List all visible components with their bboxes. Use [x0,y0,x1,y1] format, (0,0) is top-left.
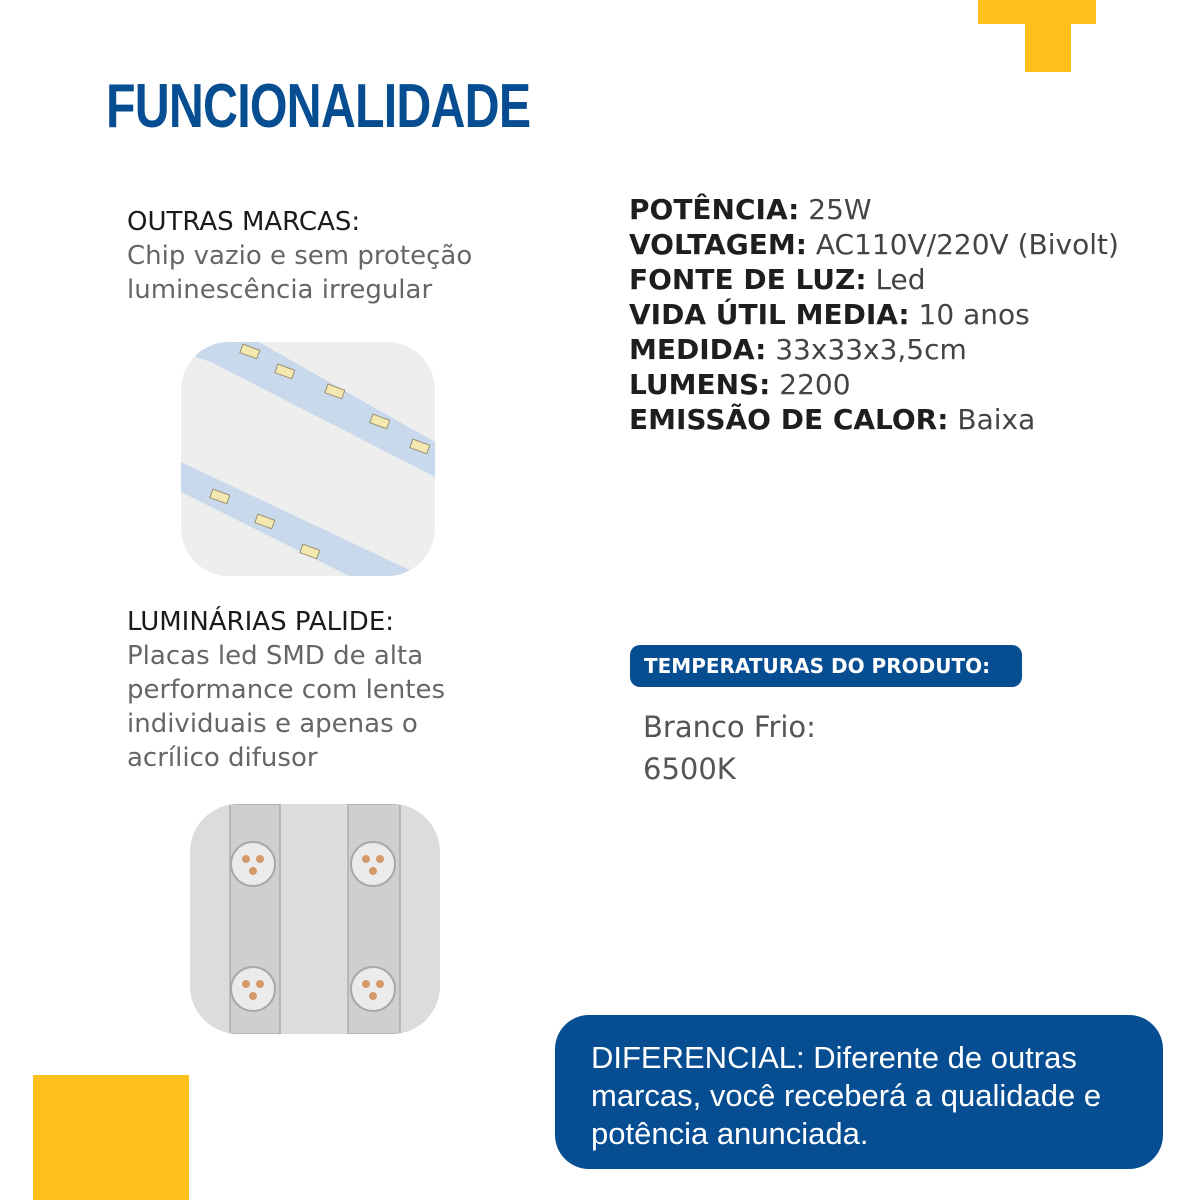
other-brands-line: Chip vazio e sem proteção [127,241,473,271]
led-lens-board-image [190,804,440,1034]
spec-row [629,367,1119,402]
spec-row [629,192,1119,227]
spec-value: AC110V/220V (Bivolt) [815,228,1119,261]
palide-line: individuais e apenas o [127,709,418,739]
spec-value: Baixa [957,403,1036,436]
spec-row [629,402,1119,437]
spec-label: MEDIDA: [629,333,767,366]
spec-label: FONTE DE LUZ: [629,263,867,296]
palide-line: Placas led SMD de alta [127,641,424,671]
differential-line: DIFERENCIAL: Diferente de outras [591,1040,1077,1075]
spec-label: EMISSÃO DE CALOR: [629,403,949,436]
yellow-decor-bottom-square [33,1075,189,1200]
spec-label: POTÊNCIA: [629,193,800,226]
spec-label: VIDA ÚTIL MEDIA: [629,298,910,331]
spec-row [629,262,1119,297]
differential-line: potência anunciada. [591,1116,869,1151]
led-strip-smd-image [181,342,435,576]
spec-value: 25W [808,193,872,226]
spec-value: 10 anos [918,298,1030,331]
spec-value: 2200 [779,368,851,401]
temperature-info [643,706,816,790]
other-brands-led-photo [181,342,435,576]
palide-line: performance com lentes [127,675,446,705]
spec-label: VOLTAGEM: [629,228,807,261]
differential-line: marcas, você receberá a qualidade e [591,1078,1102,1113]
temperature-line: Branco Frio: [643,710,816,744]
spec-value: Led [875,263,926,296]
palide-section [127,605,445,775]
palide-line: acrílico difusor [127,743,318,773]
spec-value: 33x33x3,5cm [775,333,967,366]
page-title: FUNCIONALIDADE [106,72,531,141]
specs-list [629,192,1119,437]
spec-row [629,297,1119,332]
other-brands-line: luminescência irregular [127,275,433,305]
palide-heading: LUMINÁRIAS PALIDE: [127,607,395,637]
other-brands-section [127,205,472,307]
spec-row [629,332,1119,367]
spec-row [629,227,1119,262]
spec-label: LUMENS: [629,368,771,401]
palide-led-photo [190,804,440,1034]
temperature-badge: TEMPERATURAS DO PRODUTO: [630,645,1022,687]
yellow-decor-top-stem [1025,0,1071,72]
differential-callout [555,1015,1163,1169]
other-brands-heading: OUTRAS MARCAS: [127,207,361,237]
temperature-line: 6500K [643,752,736,786]
